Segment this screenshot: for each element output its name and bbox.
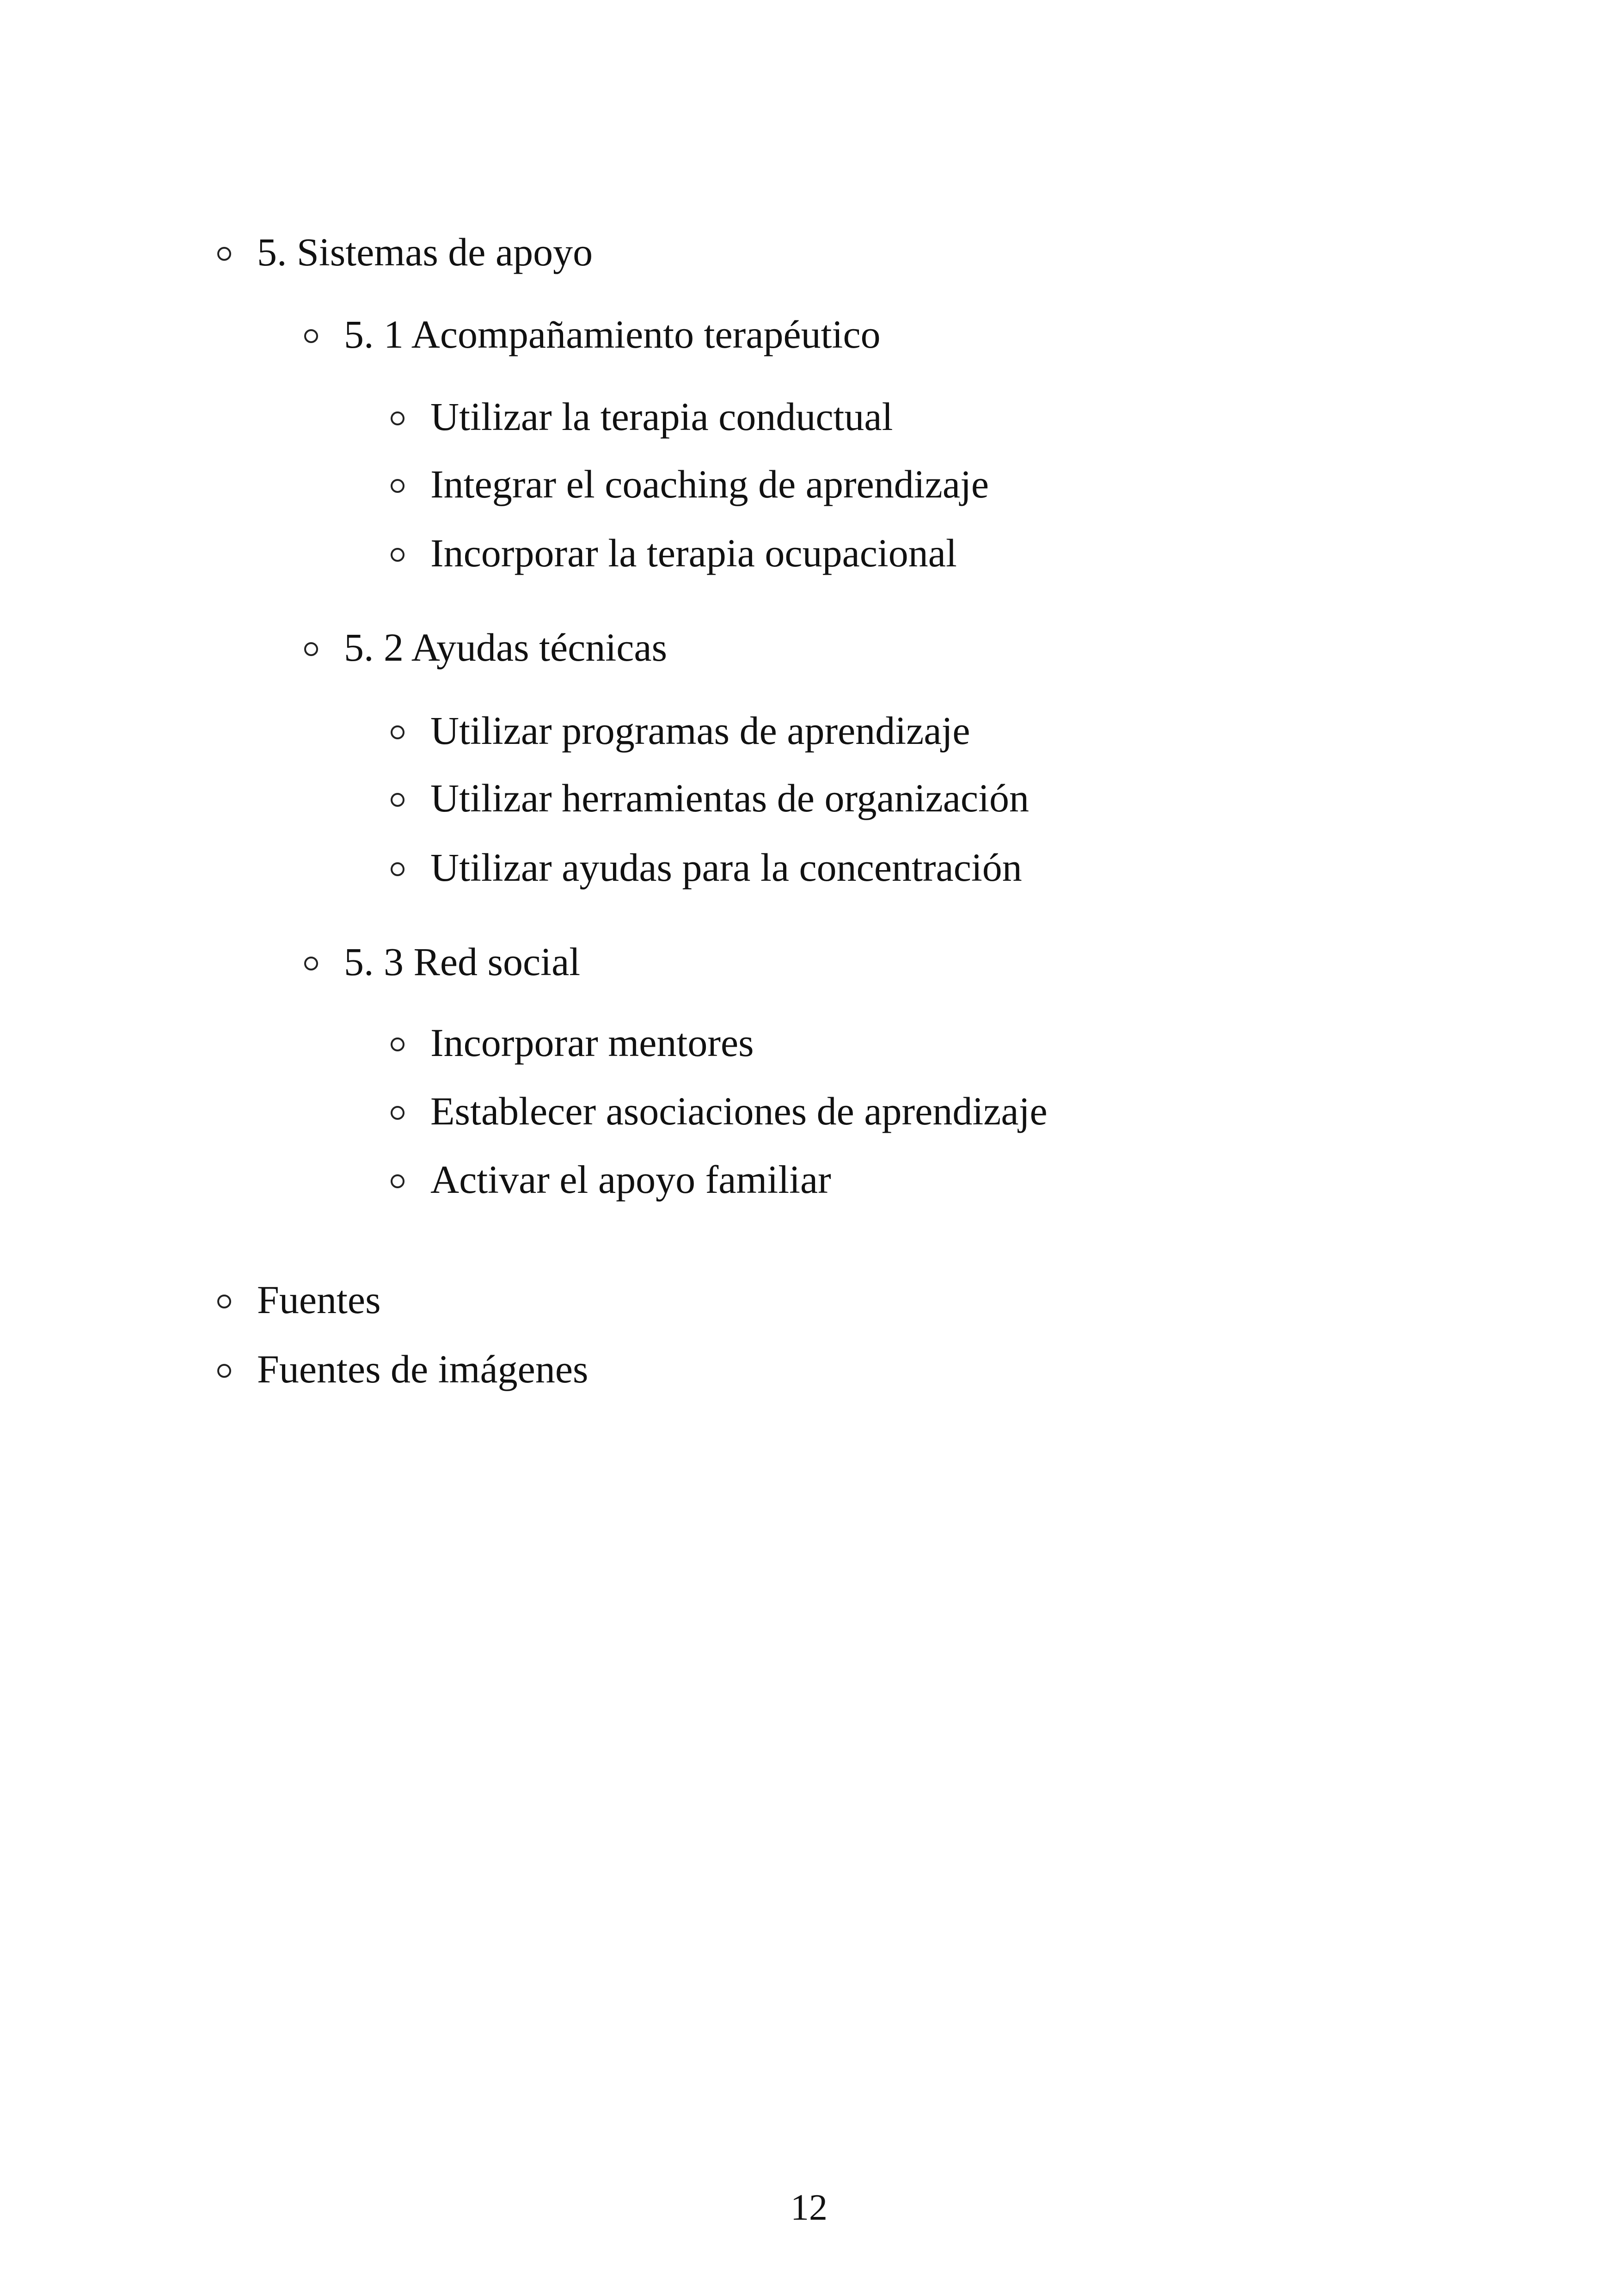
open-circle-bullet-icon: [391, 1106, 404, 1120]
open-circle-bullet-icon: [391, 1174, 404, 1188]
toc-entry-ayudas-concentracion[interactable]: [391, 845, 1022, 890]
toc-entry-mentores[interactable]: [391, 1020, 754, 1065]
toc-entry-terapia-ocupacional[interactable]: [391, 533, 957, 573]
toc-entry-herramientas-de-organizacion[interactable]: [391, 778, 1029, 818]
open-circle-bullet-icon: [391, 479, 404, 493]
toc-entry-label: Establecer asociaciones de aprendizaje: [430, 1089, 1048, 1133]
open-circle-bullet-icon: [304, 329, 318, 343]
toc-entry-label: 5. 1 Acompañamiento terapéutico: [344, 312, 881, 356]
toc-entry-ayudas-tecnicas[interactable]: [304, 627, 667, 667]
page-number: 12: [791, 2187, 827, 2228]
toc-entry-label: Utilizar herramientas de organización: [430, 776, 1029, 820]
toc-entry-fuentes-de-imagenes[interactable]: [217, 1349, 588, 1389]
toc-entry-label: 5. Sistemas de apoyo: [257, 230, 593, 274]
toc-entry-label: 5. 2 Ayudas técnicas: [344, 625, 668, 669]
toc-entry-programas-de-aprendizaje[interactable]: [391, 708, 970, 753]
toc-entry-apoyo-familiar[interactable]: [391, 1157, 831, 1202]
open-circle-bullet-icon: [391, 548, 404, 562]
open-circle-bullet-icon: [217, 247, 231, 261]
toc-entry-sistemas-de-apoyo[interactable]: [217, 232, 593, 272]
toc-entry-terapia-conductual[interactable]: [391, 394, 893, 439]
toc-entry-label: Integrar el coaching de aprendizaje: [430, 462, 989, 506]
toc-entry-label: Utilizar la terapia conductual: [430, 394, 893, 439]
toc-entry-label: Utilizar programas de aprendizaje: [430, 708, 970, 753]
open-circle-bullet-icon: [391, 725, 404, 739]
open-circle-bullet-icon: [391, 411, 404, 425]
toc-entry-label: Utilizar ayudas para la concentración: [430, 845, 1022, 890]
open-circle-bullet-icon: [304, 642, 318, 656]
toc-entry-label: 5. 3 Red social: [344, 939, 581, 984]
toc-entry-label: Fuentes: [257, 1277, 381, 1322]
open-circle-bullet-icon: [217, 1364, 231, 1378]
open-circle-bullet-icon: [304, 957, 318, 970]
toc-entry-label: Activar el apoyo familiar: [430, 1157, 831, 1202]
toc-entry-fuentes[interactable]: [217, 1277, 381, 1322]
toc-entry-coaching-de-aprendizaje[interactable]: [391, 464, 989, 504]
toc-entry-label: Incorporar la terapia ocupacional: [430, 531, 957, 575]
open-circle-bullet-icon: [391, 1037, 404, 1051]
toc-entry-asociaciones-de-aprendizaje[interactable]: [391, 1091, 1048, 1131]
open-circle-bullet-icon: [391, 793, 404, 807]
open-circle-bullet-icon: [391, 862, 404, 876]
toc-entry-label: Fuentes de imágenes: [257, 1347, 588, 1391]
toc-entry-label: Incorporar mentores: [430, 1020, 754, 1065]
toc-entry-red-social[interactable]: [304, 939, 581, 984]
open-circle-bullet-icon: [217, 1295, 231, 1308]
toc-entry-acompanamiento-terapeutico[interactable]: [304, 314, 881, 354]
